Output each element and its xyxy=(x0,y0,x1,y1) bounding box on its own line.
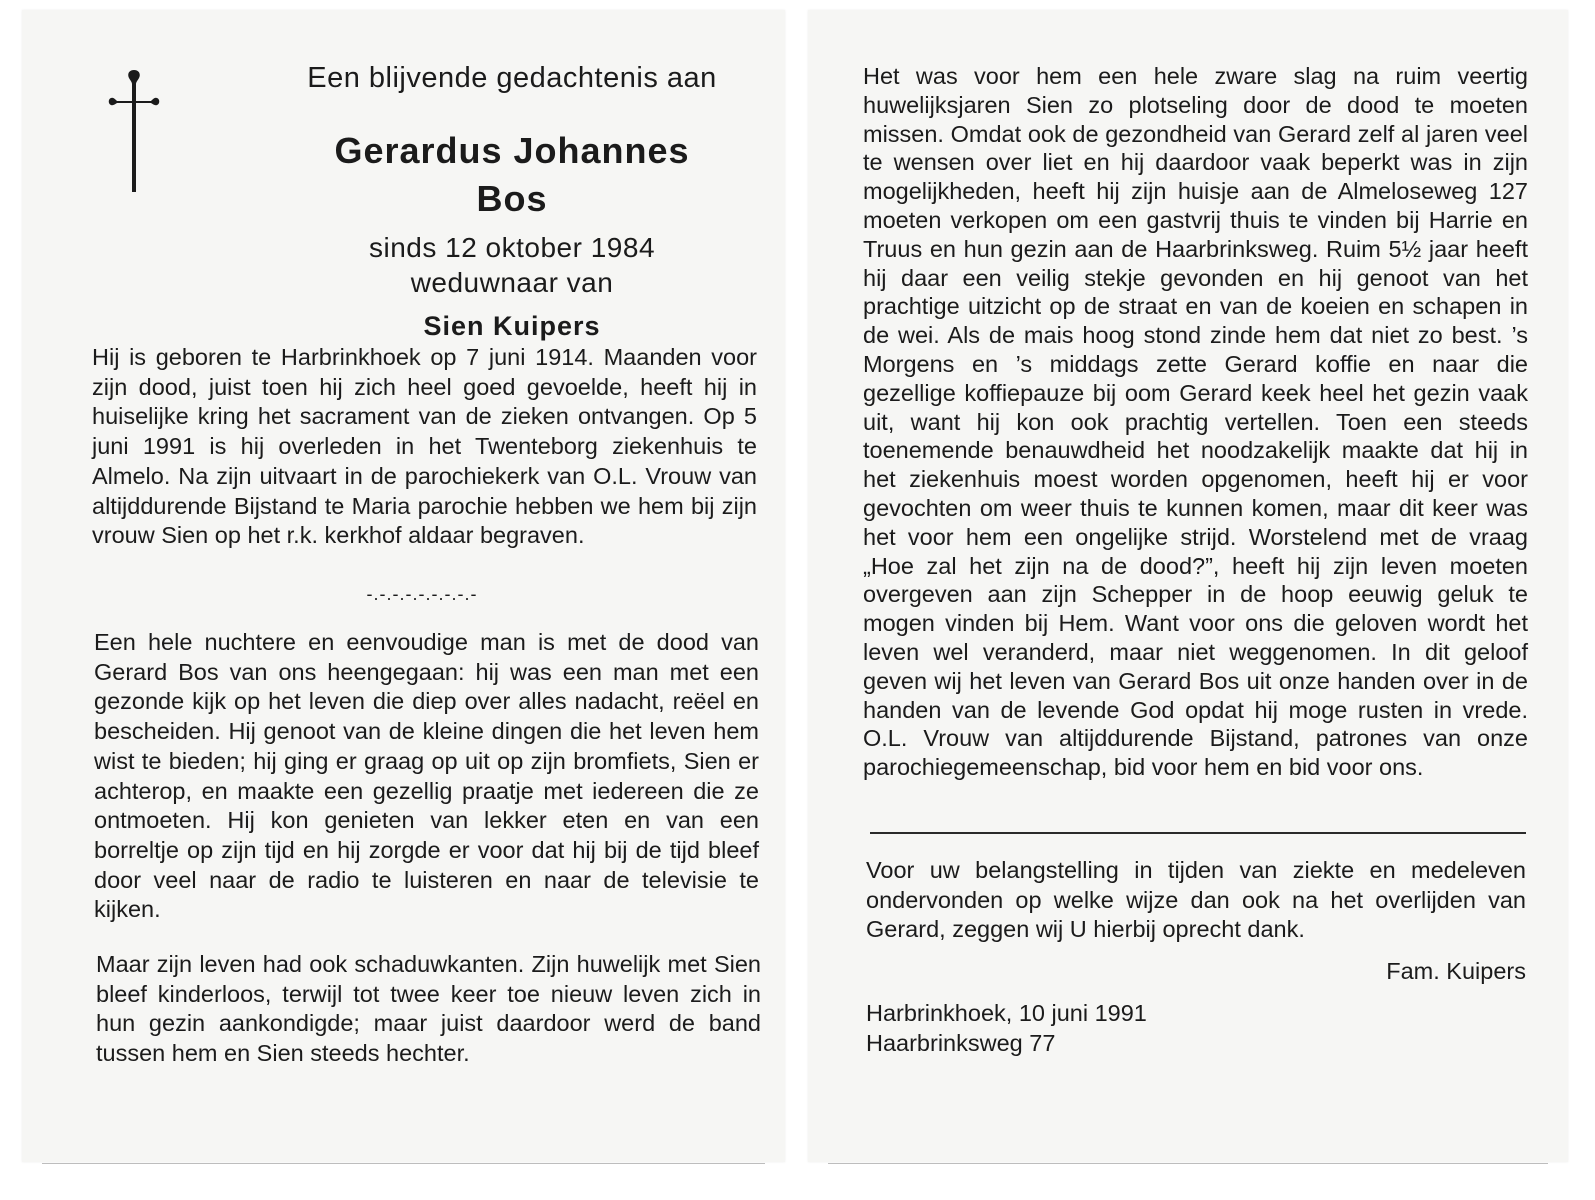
family-signature: Fam. Kuipers xyxy=(1386,958,1526,984)
cross-icon xyxy=(108,68,160,194)
deceased-name-last: Bos xyxy=(476,178,548,219)
memorial-card-left-page xyxy=(22,10,785,1162)
intro-line: Een blijvende gedachtenis aan xyxy=(307,62,717,94)
thanks-paragraph: Voor uw belangstelling in tijden van ziekte en medeleven ondervonden op welke wijze dan ook na het overlijden van Gerard, zeggen wij U hierbij oprecht dank. xyxy=(866,857,1526,943)
marriage-paragraph: Maar zijn leven had ook schaduwkanten. Zijn huwelijk met Sien bleef kinderloos, terwijl tot twee keer toe nieuw leven zich in hun gezin aankondigde; maar juist daardoor werd de band tussen hem en Sien steeds hechter. xyxy=(96,951,761,1067)
biography-paragraph: Hij is geboren te Harbrinkhoek op 7 juni 1914. Maanden voor zijn dood, juist toen hij zich heel goed gevoelde, heeft hij in huiselijke kring het sacrament van de zieken ontvangen. Op 5 juni 1991 is hij overleden in het Twenteborg ziekenhuis te Almelo. Na zijn uitvaart in de parochiekerk van O.L. Vrouw van altijddurende Bijstand te Maria parochie hebben we hem bij zijn vrouw Sien op het r.k. kerkhof aldaar begraven. xyxy=(92,344,757,549)
separator-dashes: -.-.-.-.-.-.-.-.- xyxy=(366,584,478,604)
divider-rule xyxy=(870,832,1526,834)
widower-line: weduwnaar van xyxy=(410,267,614,298)
card-edge xyxy=(42,1163,765,1164)
character-paragraph: Een hele nuchtere en eenvoudige man is met de dood van Gerard Bos van ons heengegaan: hij was een man met een gezonde kijk op het leven die diep over alles nadacht, reëel en bescheiden. Hij genoot van de kleine dingen die het leven hem wist te bieden; hij ging er graag op uit op zijn bromfiets, Sien er achterop, en maakte een gezellig praatje met iedereen die ze ontmoeten. Hij kon genieten van lekker eten en van een borreltje op zijn tijd en hij zorgde er voor dat hij bij de tijd bleef door veel naar de radio te luisteren en naar de televisie te kijken. xyxy=(94,629,759,923)
memorial-card-right-page xyxy=(808,10,1568,1162)
card-edge xyxy=(828,1163,1548,1164)
widowed-since-line: sinds 12 oktober 1984 xyxy=(368,232,656,263)
later-life-paragraph: Het was voor hem een hele zware slag na ruim veertig huwelijksjaren Sien zo plotseling door de dood te moeten missen. Omdat ook de gezondheid van Gerard zelf al jaren veel te wensen over liet en hij daardoor vaak beperkt was in zijn mogelijkheden, heeft hij zijn huisje aan de Almeloseweg 127 moeten verkopen om een gastvrij thuis te vinden bij Harrie en Truus en hun gezin aan de Haarbrinksweg. Ruim 5½ jaar heeft hij daar een veilig stekje gevonden en hij genoot van het prachtige uitzicht op de straat en van de koeien en schapen in de wei. Als de mais hoog stond zinde hem dat niet zo best. ’s Morgens en ’s middags zette Gerard koffie en naar die gezellige koffiepauze bij oom Gerard keek heel het gezin vaak uit, want hij kon ook prachtig vertellen. Toen een steeds toenemende benauwdheid het noodzakelijk maakte dat hij in het ziekenhuis moest worden opgenomen, heeft hij er voor gevochten om weer thuis te kunnen komen, maar dit keer was het voor hem een ongelijke strijd. Worstelend met de vraag „Hoe zal het zijn na de dood?”, heeft hij zijn leven moeten overgeven aan zijn Schepper in de hoop eeuwig geluk te mogen vinden bij Hem. Want voor ons die geloven wordt het leven wel veranderd, maar niet weggenomen. In dit geloof geven wij het leven van Gerard Bos uit onze handen over in de handen van de levende God opdat hij moge rusten in vrede. O.L. Vrouw van altijddurende Bijstand, patrones van onze parochiegemeenschap, bid voor hem en bid voor ons. xyxy=(863,63,1528,781)
address: Haarbrinksweg 77 xyxy=(866,1030,1056,1056)
deceased-name-first: Gerardus Johannes xyxy=(334,130,690,171)
place-and-date: Harbrinkhoek, 10 juni 1991 xyxy=(866,1000,1147,1026)
spouse-name: Sien Kuipers xyxy=(423,311,601,341)
